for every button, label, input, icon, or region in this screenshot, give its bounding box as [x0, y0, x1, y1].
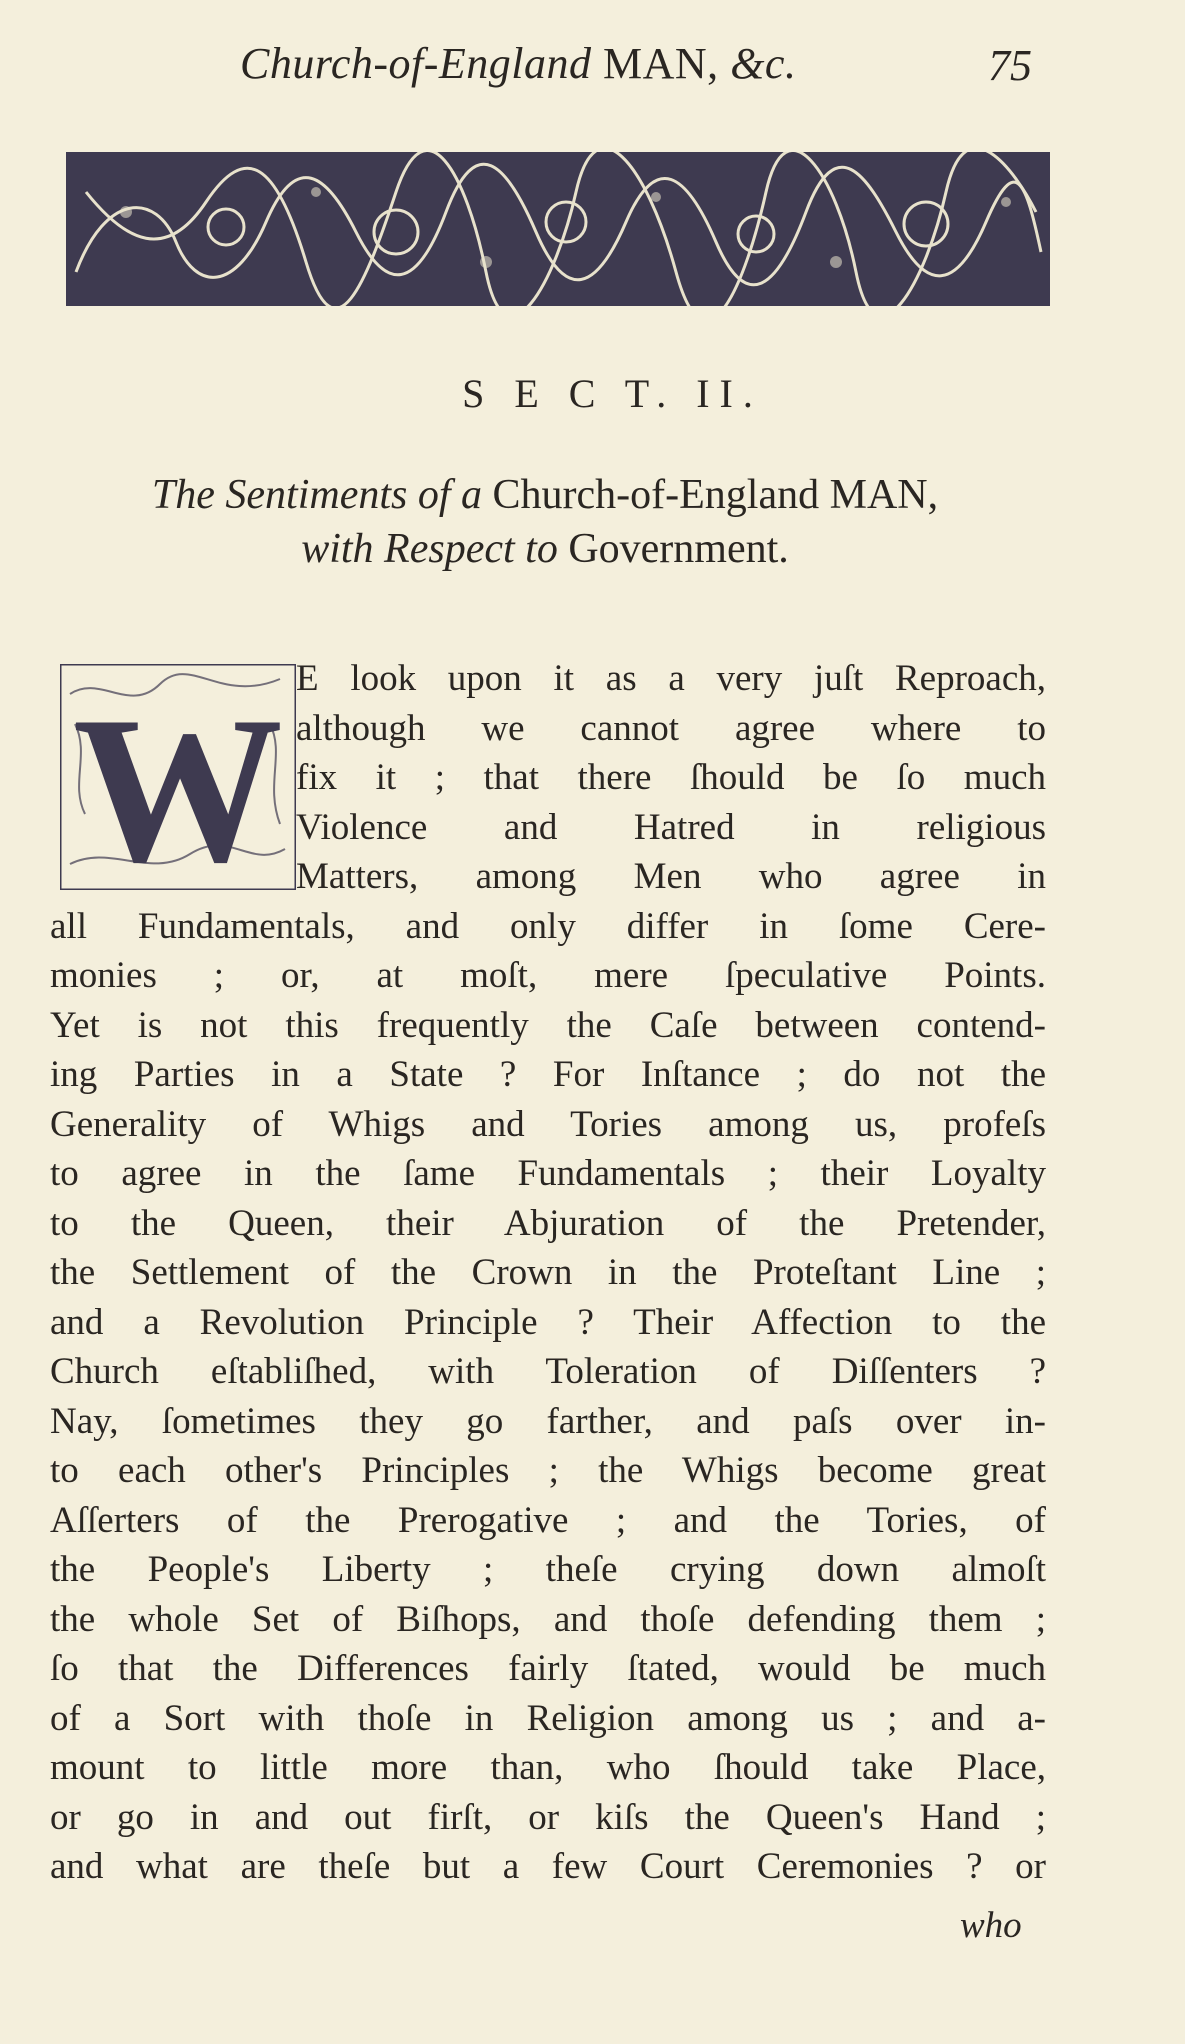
text-line: mount to little more than, who ſhould take Place, [50, 1747, 1046, 1788]
text-line: Church eſtabliſhed, with Toleration of Diſſenters ? [50, 1351, 1046, 1392]
text-line: the Settlement of the Crown in the Proteſtant Line ; [50, 1252, 1046, 1293]
text-line: and what are theſe but a few Court Ceremonies ? or [50, 1846, 1046, 1887]
section-title-line-2 [40, 522, 1050, 576]
text-line: although we cannot agree where to [296, 707, 1046, 749]
section-title-roman-2: Government. [568, 526, 789, 572]
text-line: fix it ; that there ſhould be ſo much [296, 757, 1046, 798]
section-title-roman-1: Church-of-England MAN, [492, 472, 939, 518]
svg-text:W: W [73, 674, 283, 890]
text-line: of a Sort with thoſe in Religion among us ; and a- [50, 1697, 1046, 1739]
text-line: the whole Set of Biſhops, and thoſe defending them ; [50, 1598, 1046, 1640]
text-line: monies ; or, at moſt, mere ſpeculative Points. [50, 955, 1046, 996]
text-line: or go in and out firſt, or kiſs the Queen's Hand ; [50, 1796, 1046, 1838]
text-line: Yet is not this frequently the Caſe between contend- [50, 1004, 1046, 1046]
text-line: Aſſerters of the Prerogative ; and the Tories, of [50, 1499, 1046, 1541]
body-text [50, 654, 1046, 1892]
text-line: the People's Liberty ; theſe crying down almoſt [50, 1549, 1046, 1590]
ornamental-headpiece-icon [66, 152, 1050, 306]
running-head-etc: &c. [730, 39, 797, 88]
running-head [0, 28, 1185, 98]
running-head-title [240, 38, 796, 89]
text-line: E look upon it as a very juſt Reproach, [296, 658, 1046, 699]
running-head-title-roman: MAN, [603, 39, 719, 88]
running-head-title-italic: Church-of-England [240, 39, 592, 88]
text-line: Generality of Whigs and Tories among us, profeſs [50, 1103, 1046, 1145]
text-line: ſo that the Differences fairly ſtated, would be much [50, 1648, 1046, 1689]
section-title-italic-2: with Respect to [301, 526, 558, 572]
text-line: Violence and Hatred in religious [296, 806, 1046, 848]
section-title [40, 468, 1050, 576]
page-number: 75 [988, 41, 1032, 90]
text-line: Nay, ſometimes they go farther, and paſs over in- [50, 1400, 1046, 1442]
section-label: S E C T. II. [462, 371, 763, 416]
text-line: to agree in the ſame Fundamentals ; their Loyalty [50, 1153, 1046, 1194]
section-title-italic-1: The Sentiments of a [151, 472, 483, 518]
text-line: to each other's Principles ; the Whigs become great [50, 1450, 1046, 1491]
catchword: who [960, 1905, 1022, 1946]
section-title-line-1 [40, 468, 1050, 522]
text-line: all Fundamentals, and only differ in ſome Cere- [50, 905, 1046, 947]
text-line: and a Revolution Principle ? Their Affection to the [50, 1301, 1046, 1343]
text-line: to the Queen, their Abjuration of the Pretender, [50, 1202, 1046, 1244]
text-line: ing Parties in a State ? For Inſtance ; do not the [50, 1054, 1046, 1095]
text-line: Matters, among Men who agree in [296, 856, 1046, 897]
